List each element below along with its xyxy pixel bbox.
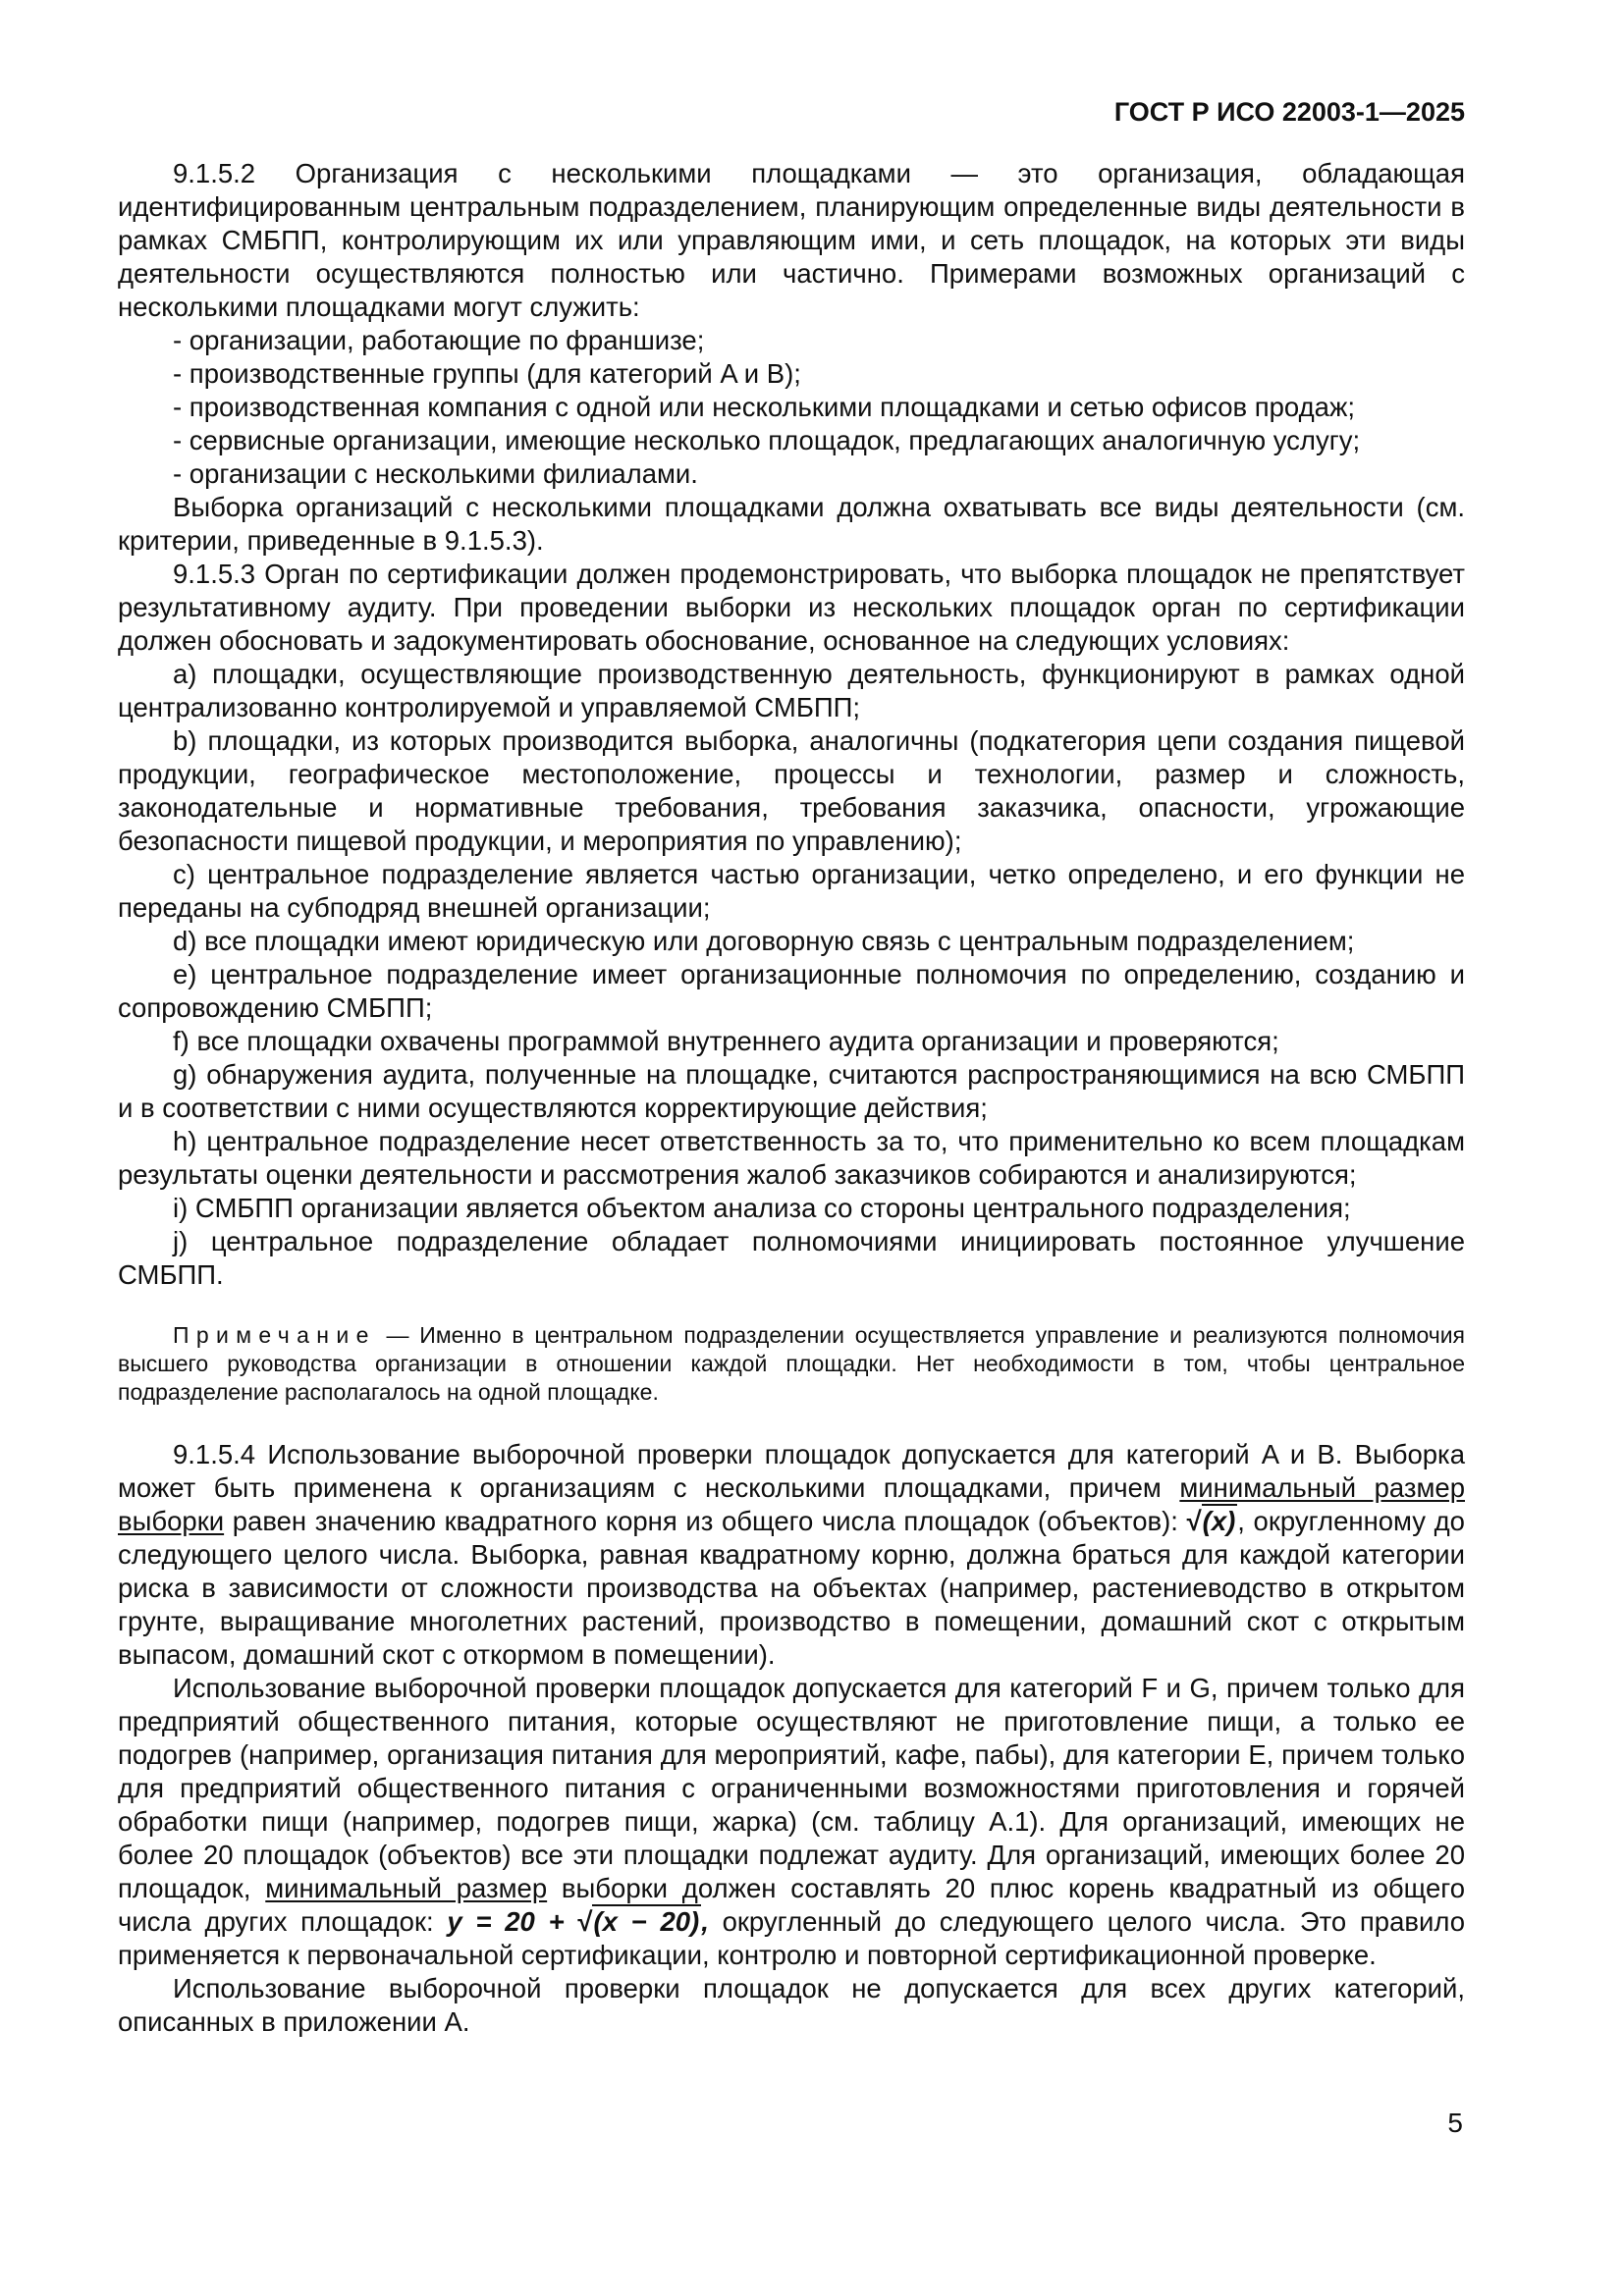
underlined-phrase: минимальный размер выборки <box>118 1472 1465 1536</box>
condition-item-j: j) центральное подразделение обладает полномочиями инициировать постоянное улучшение СМБПП. <box>118 1226 1465 1290</box>
condition-item-c: c) центральное подразделение является частью организации, четко определено, и его функции не переданы на субподряд внешней организации; <box>118 859 1465 923</box>
para-9-1-5-2-closing: Выборка организаций с несколькими площадками должна охватывать все виды деятельности (см. критерии, приведенные в 9.1.5.3). <box>118 492 1465 556</box>
list-item-franchise: - организации, работающие по франшизе; <box>173 325 705 355</box>
running-header <box>118 96 1465 128</box>
radical-sign: √ <box>577 1906 593 1937</box>
text-run: равен значению квадратного корня из общего числа площадок (объектов): <box>224 1506 1187 1536</box>
radical-sign: √ <box>1186 1506 1202 1536</box>
condition-item-a: a) площадки, осуществляющие производственную деятельность, функционируют в рамках одной централизованно контролируемой и управляемой СМБПП; <box>118 659 1465 722</box>
para-9-1-5-2-intro: 9.1.5.2 Организация с несколькими площадками — это организация, обладающая идентифицированным центральным подразделением, планирующим определенные виды деятельности в рамках СМБПП, контролирующим их или управляющим ими, и сеть площадок, на которых эти виды деятельности осуществляются полностью или частично. Примерами возможных организаций с несколькими площадками могут служить: <box>118 158 1465 322</box>
sqrt-x-formula <box>1187 1504 1238 1536</box>
page-number: 5 <box>1447 2108 1463 2138</box>
note <box>118 1321 1465 1407</box>
formula-suffix: , <box>701 1906 709 1937</box>
formula-prefix: y = 20 + <box>447 1906 578 1937</box>
underlined-phrase: минимальный размер <box>265 1873 548 1903</box>
condition-item-i: i) СМБПП организации является объектом анализа со стороны центрального подразделения; <box>173 1193 1351 1223</box>
sample-size-formula <box>447 1904 708 1937</box>
list-item-branches: - организации с несколькими филиалами. <box>173 458 698 489</box>
text-run: 9.1.5.4 Использование выборочной проверки площадок допускается для категорий A и B. Выборка может быть применена к организациям с несколькими площадками, причем <box>118 1439 1465 1503</box>
text-run: Использование выборочной проверки площадок допускается для категорий F и G, причем только для предприятий общественного питания, которые осуществляют не приготовление пищи, а только ее подогрев (например, организация питания для мероприятий, кафе, пабы), для категории E, причем только для предприятий общественного питания с ограниченными возможностями приготовления и горячей обработки пищи (например, подогрев пищи, жарка) (см. таблицу А.1). Для организаций, имеющих не более 20 площадок (объектов) все эти площадки подлежат аудиту. Для организаций, имеющих более 20 площадок, <box>118 1673 1465 1903</box>
para-9-1-5-4-second <box>118 1672 1465 1972</box>
para-9-1-5-4-closing: Использование выборочной проверки площадок не допускается для всех других категорий, описанных в приложении А. <box>118 1973 1465 2037</box>
condition-item-h: h) центральное подразделение несет ответственность за то, что применительно ко всем площадкам результаты оценки деятельности и рассмотрения жалоб заказчиков собираются и анализируются; <box>118 1126 1465 1190</box>
para-9-1-5-4-first <box>118 1438 1465 1672</box>
note-label: Примечание <box>173 1322 376 1348</box>
note-text: Именно в центральном подразделении осуществляется управление и реализуются полномочия высшего руководства организации в отношении каждой площадки. Нет необходимости в том, чтобы центральное подразделение располагалось на одной площадке. <box>118 1322 1466 1405</box>
list-item-production-company: - производственная компания с одной или несколькими площадками и сетью офисов продаж; <box>173 392 1355 422</box>
radicand: (x) <box>1202 1506 1236 1536</box>
document-code: ГОСТ Р ИСО 22003-1—2025 <box>1113 97 1465 127</box>
text-run: округленный до следующего целого числа. Это правило применяется к первоначальной сертификации, контролю и повторной сертификационной проверке. <box>118 1906 1465 1970</box>
para-9-1-5-3-intro: 9.1.5.3 Орган по сертификации должен продемонстрировать, что выборка площадок не препятствует результативному аудиту. При проведении выборки из нескольких площадок орган по сертификации должен обосновать и задокументировать обоснование, основанное на следующих условиях: <box>118 559 1465 656</box>
list-item-production-groups: - производственные группы (для категорий A и B); <box>173 358 801 389</box>
list-item-service-orgs: - сервисные организации, имеющие несколько площадок, предлагающих аналогичную услугу; <box>173 425 1361 455</box>
condition-item-b: b) площадки, из которых производится выборка, аналогичны (подкатегория цепи создания пищевой продукции, географическое местоположение, процессы и технологии, размер и сложность, законодательные и нормативные требования, требования заказчика, опасности, угрожающие безопасности пищевой продукции, и мероприятия по управлению); <box>118 725 1465 856</box>
radicand: (x − 20) <box>593 1906 700 1937</box>
condition-item-g: g) обнаружения аудита, полученные на площадке, считаются распространяющимися на всю СМБПП и в соответствии с ними осуществляются корректирующие действия; <box>118 1059 1465 1123</box>
document-body <box>118 157 1465 2039</box>
condition-item-d: d) все площадки имеют юридическую или договорную связь с центральным подразделением; <box>173 926 1355 956</box>
condition-item-f: f) все площадки охвачены программой внутреннего аудита организации и проверяются; <box>173 1026 1279 1056</box>
text-run: , округленному до следующего целого числа. Выборка, равная квадратному корню, должна браться для каждой категории риска в зависимости от сложности производства на объектах (например, растениеводство в открытом грунте, выращивание многолетних растений, производство в помещении, домашний скот с открытым выпасом, домашний скот с откормом в помещении). <box>118 1506 1465 1670</box>
condition-item-e: e) центральное подразделение имеет организационные полномочия по определению, созданию и сопровождению СМБПП; <box>118 959 1465 1023</box>
text-run: выборки должен составлять 20 плюс корень квадратный из общего числа других площадок: <box>118 1873 1465 1937</box>
note-dash: — <box>386 1322 409 1348</box>
